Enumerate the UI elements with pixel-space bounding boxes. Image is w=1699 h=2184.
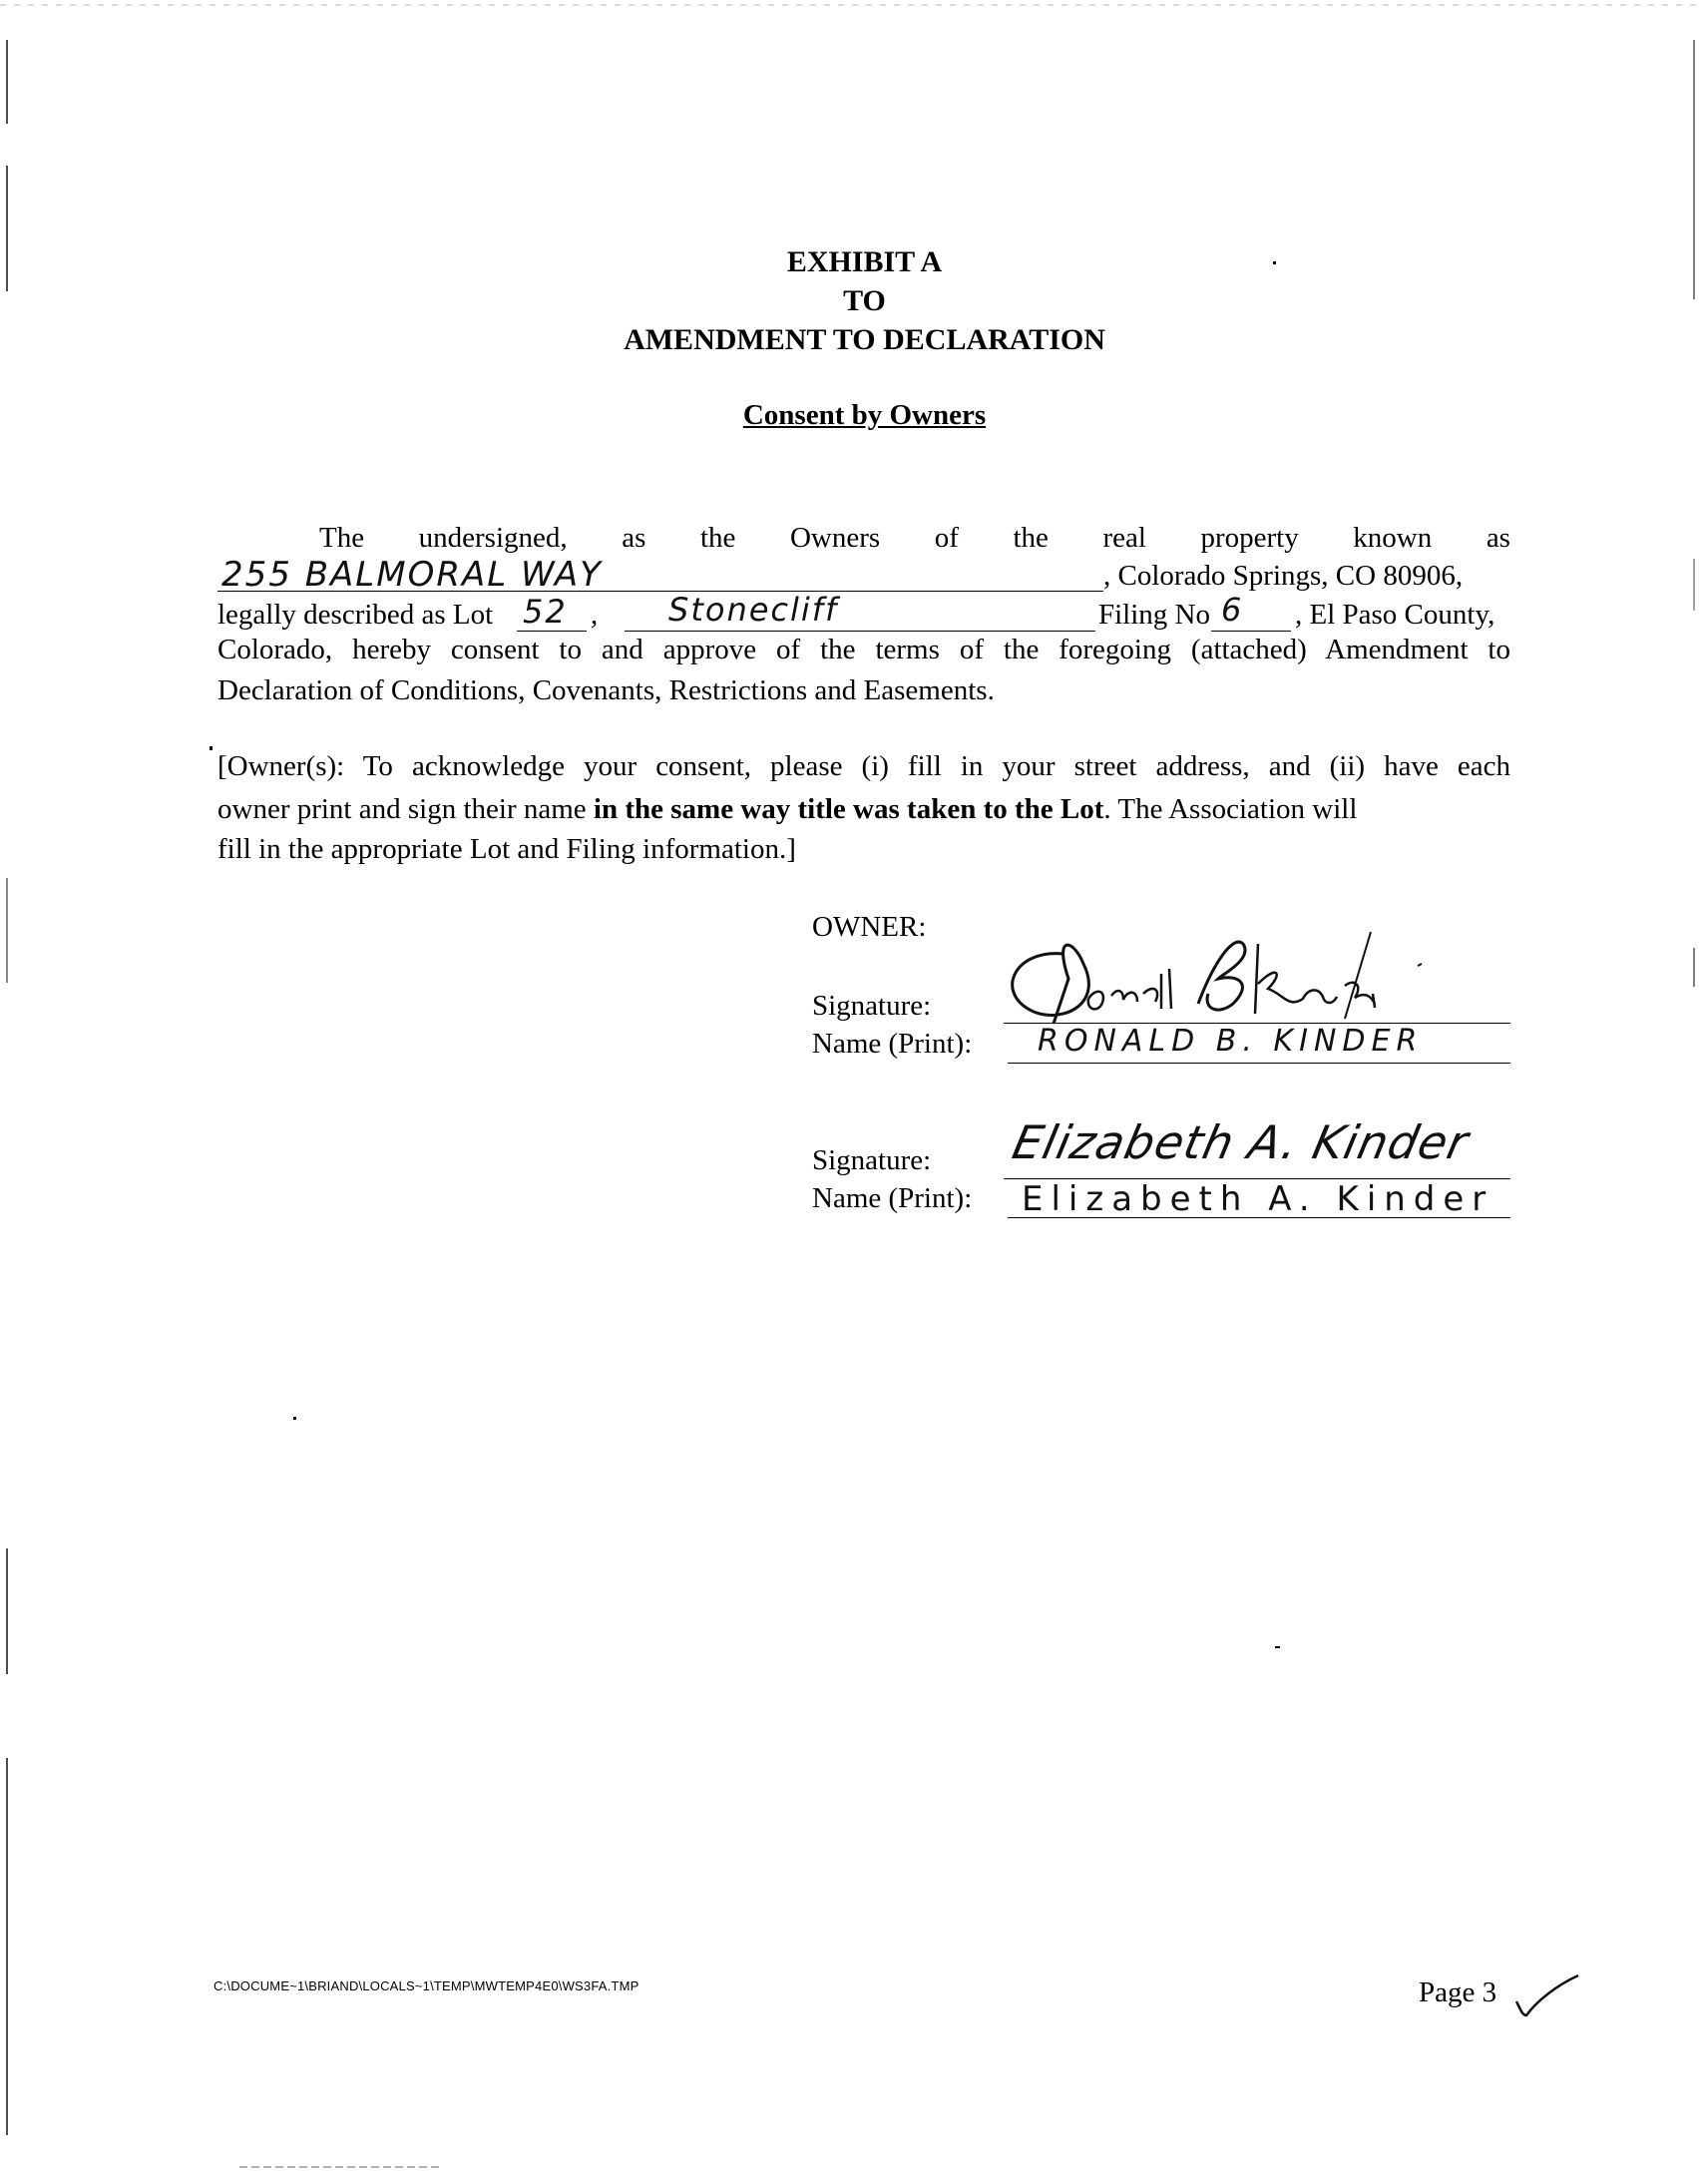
scan-edge-artifact-top bbox=[0, 4, 1699, 6]
owner1-name-print-label: Name (Print): bbox=[812, 1028, 973, 1060]
paragraph1-line5: Declaration of Conditions, Covenants, Restrictions and Easements. bbox=[217, 674, 995, 706]
subdivision-handwritten: Stonecliff bbox=[668, 591, 839, 629]
lot-prefix: legally described as Lot bbox=[217, 599, 494, 631]
owner1-signature-label: Signature: bbox=[812, 990, 932, 1022]
address-suffix: , Colorado Springs, CO 80906, bbox=[1103, 560, 1464, 592]
paragraph2-line2: owner print and sign their name in the same way title was taken to the Lot. The Association will bbox=[217, 793, 1358, 825]
paragraph1-line1: The undersigned, as the Owners of the real property known as bbox=[319, 522, 1510, 554]
owner1-signature-drawing bbox=[994, 924, 1502, 1034]
subdivision-fill-line bbox=[625, 631, 1095, 632]
owner1-name-handwritten: RONALD B. KINDER bbox=[1038, 1024, 1424, 1059]
filing-handwritten: 6 bbox=[1221, 591, 1244, 629]
lot-comma: , bbox=[591, 599, 599, 631]
exhibit-title-amendment: AMENDMENT TO DECLARATION bbox=[624, 323, 1105, 356]
checkmark-icon bbox=[1512, 1971, 1582, 2021]
exhibit-title: EXHIBIT A bbox=[786, 245, 943, 278]
owner1-name-line bbox=[1008, 1063, 1510, 1064]
scan-dot bbox=[1275, 1646, 1280, 1648]
exhibit-title-to: TO bbox=[843, 284, 886, 317]
paragraph2-line3: fill in the appropriate Lot and Filing information.] bbox=[217, 833, 796, 865]
address-handwritten: 255 BALMORAL WAY bbox=[221, 555, 603, 595]
owner-label: OWNER: bbox=[812, 911, 927, 943]
filing-suffix: , El Paso County, bbox=[1295, 599, 1495, 631]
scan-dot bbox=[210, 746, 212, 750]
page-number: Page 3 bbox=[1419, 1976, 1497, 2008]
scan-edge-artifact-right bbox=[1693, 40, 1695, 1337]
filing-fill-line bbox=[1211, 631, 1291, 632]
consent-subheading: Consent by Owners bbox=[742, 399, 987, 431]
owner2-name-print-label: Name (Print): bbox=[812, 1182, 973, 1214]
owner1-signature-image bbox=[994, 924, 1502, 1034]
owner2-name-handwritten: Elizabeth A. Kinder bbox=[1022, 1179, 1494, 1219]
lot-fill-line bbox=[517, 631, 587, 632]
paragraph2-line1: [Owner(s): To acknowledge your consent, please (i) fill in your street address, and (ii) have each bbox=[217, 750, 1510, 782]
scan-dot bbox=[1273, 261, 1276, 264]
filing-label: Filing No bbox=[1098, 599, 1210, 631]
scan-edge-artifact-bottom bbox=[239, 2166, 439, 2168]
scan-dot bbox=[293, 1417, 296, 1420]
footer-file-path: C:\DOCUME~1\BRIAND\LOCALS~1\TEMP\MWTEMP4E0\WS3FA.TMP bbox=[213, 1978, 639, 1993]
owner2-signature-label: Signature: bbox=[812, 1144, 932, 1176]
paragraph2-bold-phrase: in the same way title was taken to the Lot bbox=[593, 793, 1104, 825]
owner2-signature-handwritten: Elizabeth A. Kinder bbox=[1008, 1115, 1475, 1169]
paragraph1-line4: Colorado, hereby consent to and approve of the terms of the foregoing (attached) Amendment to bbox=[217, 634, 1510, 665]
lot-handwritten: 52 bbox=[523, 593, 568, 631]
